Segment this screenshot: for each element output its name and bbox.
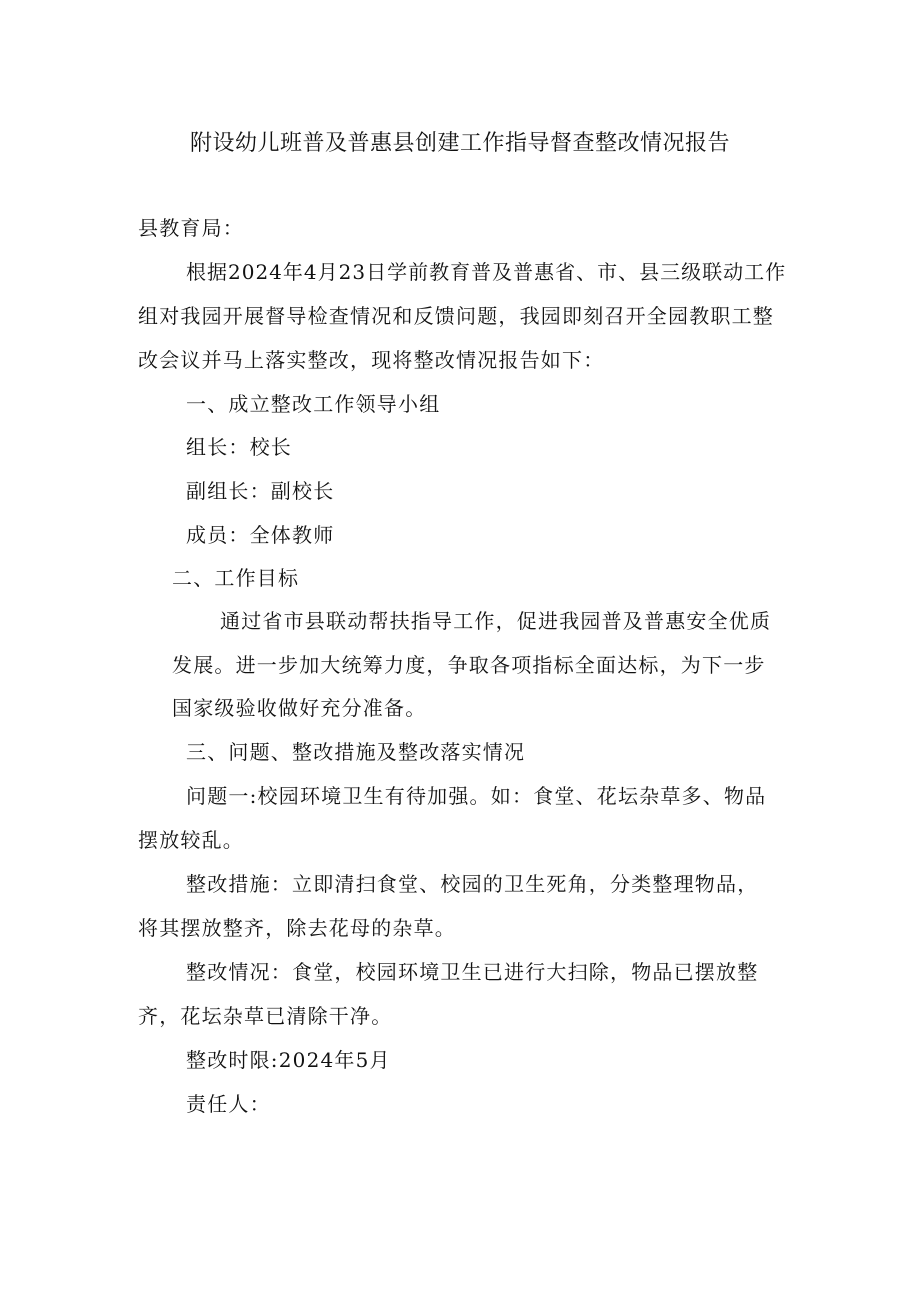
- problem-line-2: 摆放较乱。: [138, 828, 244, 852]
- document-title: 附设幼儿班普及普惠县创建工作指导督查整改情况报告: [189, 131, 730, 156]
- measures-line-1: 整改措施：立即清扫食堂、校园的卫生死角，分类整理物品，: [186, 872, 759, 896]
- status-line-2: 齐，花坛杂草已清除干净。: [138, 1004, 393, 1028]
- section2-line-2: 发展。进一步加大统筹力度，争取各项指标全面达标，为下一步: [172, 653, 766, 677]
- section3-heading: 三、问题、整改措施及整改落实情况: [186, 740, 526, 764]
- section2-line-1: 通过省市县联动帮扶指导工作，促进我园普及普惠安全优质: [220, 609, 772, 633]
- addressee: 县教育局：: [138, 216, 244, 240]
- section1-heading: 一、成立整改工作领导小组: [186, 392, 441, 416]
- section1-deputy: 副组长：副校长: [186, 479, 335, 503]
- intro-line-1: 根据2024年4月23日学前教育普及普惠省、市、县三级联动工作: [186, 260, 787, 284]
- section2-heading: 二、工作目标: [172, 566, 300, 590]
- measures-line-2: 将其摆放整齐，除去花母的杂草。: [138, 916, 456, 940]
- problem-line-1: 问题一:校园环境卫生有待加强。如：食堂、花坛杂草多、物品: [186, 784, 767, 808]
- deadline: 整改时限:2024年5月: [186, 1048, 391, 1072]
- section1-leader: 组长：校长: [186, 435, 292, 459]
- status-line-1: 整改情况：食堂，校园环境卫生已进行大扫除，物品已摆放整: [186, 960, 759, 984]
- section1-members: 成员：全体教师: [186, 523, 335, 547]
- intro-line-2: 组对我园开展督导检查情况和反馈问题，我园即刻召开全园教职工整: [138, 304, 774, 328]
- responsible-person: 责任人：: [186, 1092, 271, 1116]
- intro-line-3: 改会议并马上落实整改，现将整改情况报告如下：: [138, 348, 605, 372]
- section2-line-3: 国家级验收做好充分准备。: [172, 696, 427, 720]
